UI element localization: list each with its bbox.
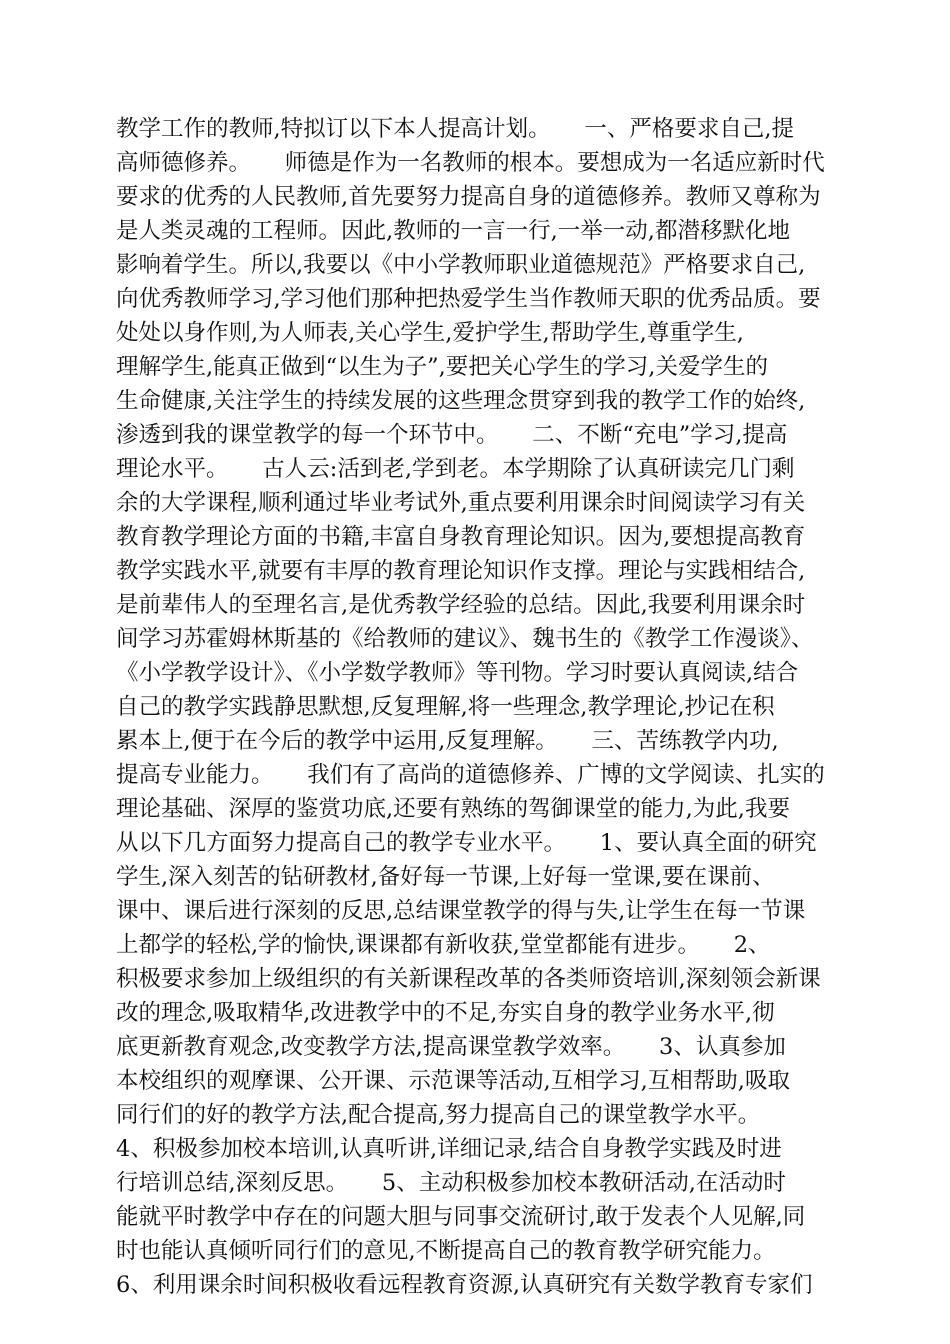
text-line: 生命健康,关注学生的持续发展的这些理念贯穿到我的教学工作的始终, [116,388,806,414]
text-line: 从以下几方面努力提高自己的教学专业水平。 1、要认真全面的研究 [116,830,817,856]
text-line: 改的理念,吸取精华,改进教学中的不足,夯实自身的教学业务水平,彻 [116,1000,775,1026]
text-line: 是前辈伟人的至理名言,是优秀教学经验的总结。因此,我要利用课余时 [116,592,806,618]
text-line: 间学习苏霍姆林斯基的《给教师的建议》、魏书生的《教学工作漫谈》、 [116,626,814,652]
text-line: 底更新教育观念,改变教学方法,提高课堂教学效率。 3、认真参加 [116,1034,786,1060]
text-line: 课中、课后进行深刻的反思,总结课堂教学的得与失,让学生在每一节课 [116,898,806,924]
text-line: 能就平时教学中存在的问题大胆与同事交流研讨,敢于发表个人见解,同 [116,1204,806,1230]
text-line: 理论基础、深厚的鉴赏功底,还要有熟练的驾御课堂的能力,为此,我要 [116,796,790,822]
text-line: 同行们的好的教学方法,配合提高,努力提高自己的课堂教学水平。 [116,1102,761,1128]
text-line: 理解学生,能真正做到“以生为子”,要把关心学生的学习,关爱学生的 [116,354,768,380]
text-line: 积极要求参加上级组织的有关新课程改革的各类师资培训,深刻领会新课 [116,966,821,992]
text-line: 行培训总结,深刻反思。 5、主动积极参加校本教研活动,在活动时 [116,1170,786,1196]
text-line: 自己的教学实践静思默想,反复理解,将一些理念,教学理论,抄记在积 [116,694,775,720]
text-line: 高师德修养。 师德是作为一名教师的根本。要想成为一名适应新时代 [116,150,825,176]
text-line: 6、利用课余时间积极收看远程教育资源,认真研究有关数学教育专家们 [116,1272,813,1298]
text-line: 是人类灵魂的工程师。因此,教师的一言一行,一举一动,都潜移默化地 [116,218,790,244]
text-line: 向优秀教师学习,学习他们那种把热爱学生当作教师天职的优秀品质。要 [116,286,821,312]
text-line: 教育教学理论方面的书籍,丰富自身教育理论知识。因为,要想提高教育 [116,524,806,550]
text-line: 要求的优秀的人民教师,首先要努力提高自身的道德修养。教师又尊称为 [116,184,821,210]
text-line: 渗透到我的课堂教学的每一个环节中。 二、不断“充电”学习,提高 [116,422,788,448]
text-line: 余的大学课程,顺利通过毕业考试外,重点要利用课余时间阅读学习有关 [116,490,806,516]
text-line: 4、积极参加校本培训,认真听讲,详细记录,结合自身教学实践及时进 [116,1136,782,1162]
text-line: 本校组织的观摩课、公开课、示范课等活动,互相学习,互相帮助,吸取 [116,1068,790,1094]
text-line: 理论水平。 古人云:活到老,学到老。本学期除了认真研读完几门剩 [116,456,795,482]
text-line: 教学实践水平,就要有丰厚的教育理论知识作支撑。理论与实践相结合, [116,558,806,584]
text-line: 《小学教学设计》、《小学数学教师》等刊物。学习时要认真阅读,结合 [116,660,799,686]
text-line: 处处以身作则,为人师表,关心学生,爱护学生,帮助学生,尊重学生, [116,320,744,346]
text-line: 累本上,便于在今后的教学中运用,反复理解。 三、苦练教学内功, [116,728,779,754]
text-line: 提高专业能力。 我们有了高尚的道德修养、广博的文学阅读、扎实的 [116,762,825,788]
text-line: 时也能认真倾听同行们的意见,不断提高自己的教育教学研究能力。 [116,1238,776,1264]
text-line: 学生,深入刻苦的钻研教材,备好每一节课,上好每一堂课,要在课前、 [116,864,775,890]
text-line: 上都学的轻松,学的愉快,课课都有新收获,堂堂都能有进步。 2、 [116,932,771,958]
text-line: 教学工作的教师,特拟订以下本人提高计划。 一、严格要求自己,提 [116,116,795,142]
body-text [116,112,836,1302]
text-line: 影响着学生。所以,我要以《中小学教师职业道德规范》严格要求自己, [116,252,806,278]
